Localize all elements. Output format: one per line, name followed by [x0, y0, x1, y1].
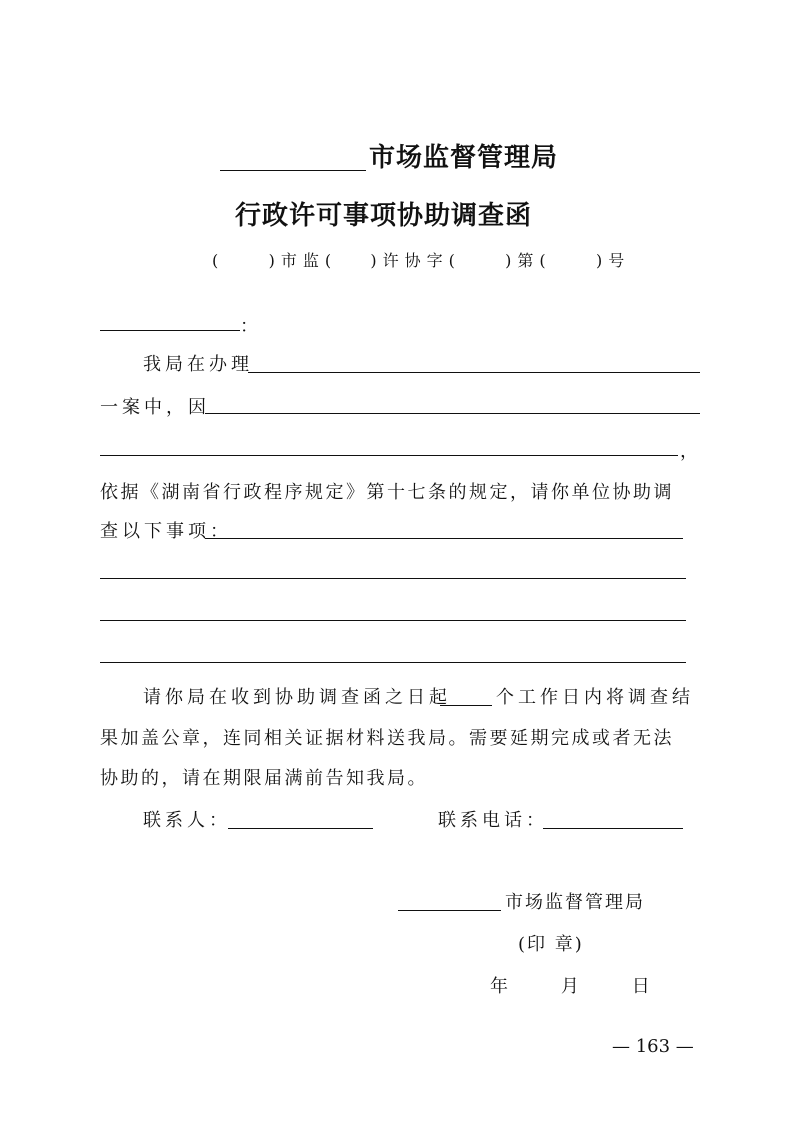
- p2-line3: 协助的，请在期限届满前告知我局。: [100, 768, 428, 789]
- p1-line2: 一案中，因: [100, 397, 210, 418]
- signature-date: 年 月 日: [490, 976, 656, 997]
- p2-line1a: 请你局在收到协助调查函之日起: [143, 687, 451, 708]
- case-name-blank: [248, 372, 700, 373]
- title-line1: 市场监督管理局: [369, 143, 559, 173]
- seal: (印 章): [518, 934, 584, 955]
- p1-start: 我局在办理: [143, 354, 253, 375]
- recipient-blank: [100, 330, 240, 331]
- p1-line5: 查以下事项：: [100, 521, 232, 542]
- document-number: ( )市监( )许协字( )第( )号: [212, 251, 631, 270]
- matters-blank-3: [100, 620, 686, 621]
- page-number: — 163 —: [612, 1036, 694, 1057]
- reason-blank-2: [100, 455, 678, 456]
- workdays-blank: [440, 705, 492, 706]
- matters-blank-2: [100, 578, 686, 579]
- contact-label: 联系人：: [143, 810, 231, 831]
- p2-line1b: 个工作日内将调查结: [496, 687, 694, 708]
- org-name-blank: [220, 170, 366, 171]
- matters-blank-1: [205, 538, 683, 539]
- p1-line4: 依据《湖南省行政程序规定》第十七条的规定，请你单位协助调: [100, 482, 674, 503]
- p2-line2: 果加盖公章，连同相关证据材料送我局。需要延期完成或者无法: [100, 728, 674, 749]
- reason-blank-1: [205, 413, 700, 414]
- signature-org: 市场监督管理局: [505, 892, 645, 913]
- p1-comma: ，: [680, 441, 702, 462]
- salutation-colon: ：: [240, 316, 262, 337]
- contact-blank: [228, 828, 373, 829]
- signature-org-blank: [398, 910, 501, 911]
- matters-blank-4: [100, 662, 686, 663]
- phone-blank: [543, 828, 683, 829]
- title-line2: 行政许可事项协助调查函: [235, 201, 533, 231]
- phone-label: 联系电话：: [438, 810, 548, 831]
